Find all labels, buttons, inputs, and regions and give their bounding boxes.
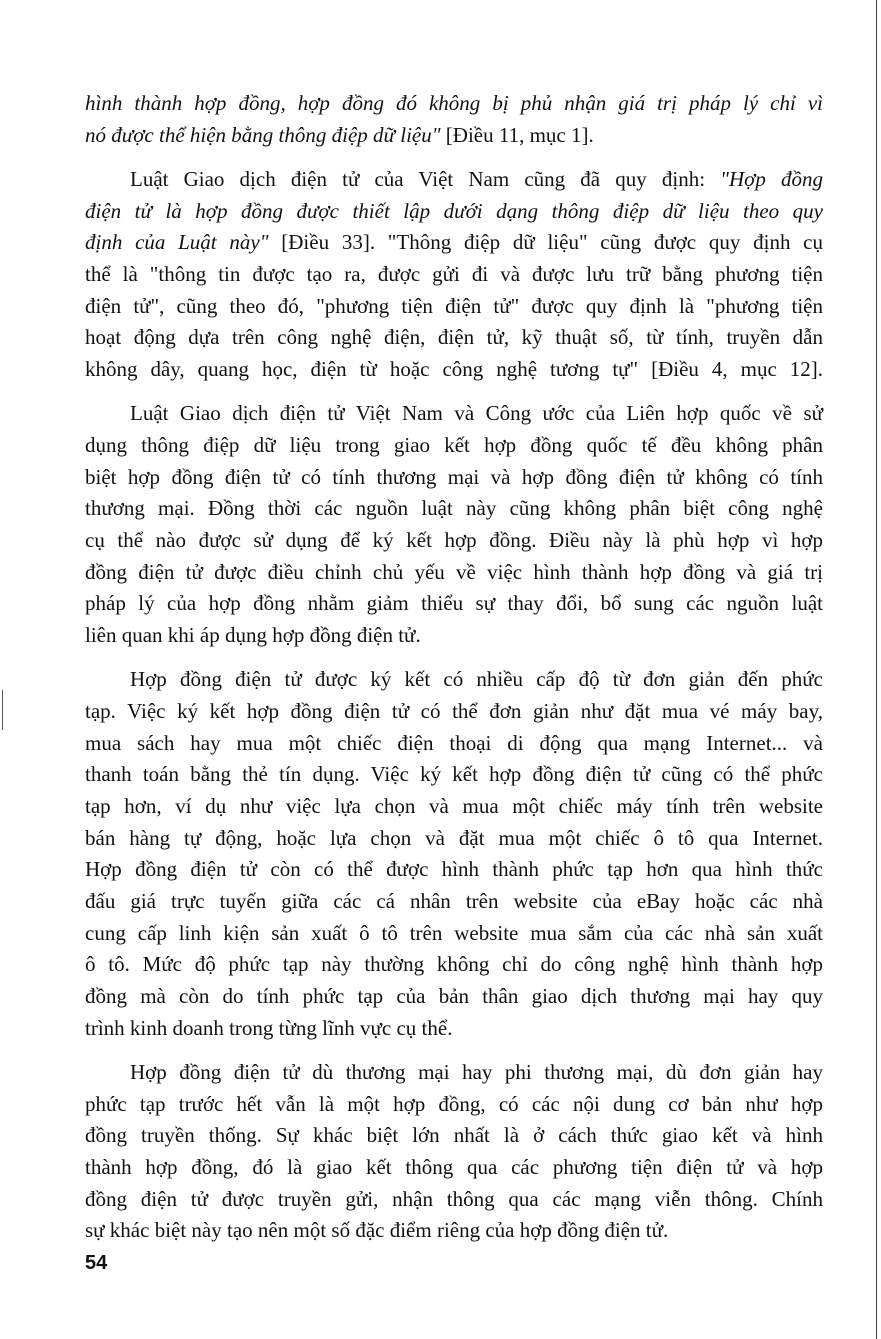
body-text: bán hàng tự động, hoặc lựa chọn và đặt mua một chiếc ô tô qua Internet. (85, 825, 823, 850)
italic-quote-text: "Hợp đồng (720, 166, 823, 191)
paragraph (85, 164, 823, 386)
text-line (85, 1215, 823, 1247)
body-text: điện tử", cũng theo đó, "phương tiện điện tử" được quy định là "phương tiện (85, 293, 823, 318)
italic-quote-text: nó được thể hiện bằng thông điệp dữ liệu" (85, 122, 441, 147)
body-text: ô tô. Mức độ phức tạp này thường không chỉ do công nghệ hình thành hợp (85, 952, 823, 977)
body-text: trình kinh doanh trong từng lĩnh vực cụ thể. (85, 1015, 453, 1040)
body-text: hoạt động dựa trên công nghệ điện, điện tử, kỹ thuật số, từ tính, truyền dẫn (85, 325, 823, 350)
text-line (85, 981, 823, 1013)
body-text: dụng thông điệp dữ liệu trong giao kết hợp đồng quốc tế đều không phân (85, 432, 823, 457)
body-text: thành hợp đồng, đó là giao kết thông qua các phương tiện điện tử và hợp (85, 1155, 823, 1179)
text-line (85, 120, 823, 152)
body-text: phức tạp trước hết vẫn là một hợp đồng, có các nội dung cơ bản như hợp (85, 1091, 823, 1116)
text-line (85, 823, 823, 855)
text-line (85, 918, 823, 950)
text-line (85, 430, 823, 462)
paragraph (85, 664, 823, 1044)
text-line (85, 525, 823, 557)
scan-mark (2, 690, 3, 730)
text-line (85, 227, 823, 259)
text-line (85, 259, 823, 291)
text-line (85, 164, 823, 196)
text-line (85, 696, 823, 728)
text-line (85, 949, 823, 981)
text-line (85, 1120, 823, 1152)
paragraph (85, 88, 823, 151)
body-text: sự khác biệt này tạo nên một số đặc điểm riêng của hợp đồng điện tử. (85, 1218, 669, 1243)
body-text: Luật Giao dịch điện tử Việt Nam và Công ước của Liên hợp quốc về sử (130, 401, 823, 426)
text-line (85, 854, 823, 886)
text-line (85, 664, 823, 696)
body-text: Hợp đồng điện tử còn có thể được hình thành phức tạp hơn qua hình thức (85, 857, 823, 882)
body-text: đồng mà còn do tính phức tạp của bản thân giao dịch thương mại hay quy (85, 984, 823, 1009)
text-line (85, 620, 823, 652)
body-text: đồng truyền thống. Sự khác biệt lớn nhất là ở cách thức giao kết và hình (85, 1123, 823, 1148)
body-text: đấu giá trực tuyến giữa các cá nhân trên website của eBay hoặc các nhà (85, 889, 823, 913)
scan-edge-line (876, 0, 877, 1339)
body-text: tạp hơn, ví dụ như việc lựa chọn và mua một chiếc máy tính trên website (85, 793, 823, 818)
text-line (85, 1089, 823, 1121)
text-line (85, 322, 823, 354)
text-line (85, 588, 823, 620)
page-number: 54 (85, 1252, 108, 1274)
text-line (85, 1057, 823, 1089)
text-line (85, 1184, 823, 1216)
text-line (85, 354, 823, 386)
paragraph (85, 1057, 823, 1247)
body-text: tạp. Việc ký kết hợp đồng điện tử có thể đơn giản như đặt mua vé máy bay, (85, 698, 823, 723)
body-text: Hợp đồng điện tử được ký kết có nhiều cấp độ từ đơn giản đến phức (130, 667, 823, 692)
text-line (85, 791, 823, 823)
body-text: Hợp đồng điện tử dù thương mại hay phi thương mại, dù đơn giản hay (130, 1059, 823, 1084)
body-text: cụ thể nào được sử dụng để ký kết hợp đồng. Điều này là phù hợp vì hợp (85, 527, 823, 552)
italic-quote-text: điện tử là hợp đồng được thiết lập dưới dạng thông điệp dữ liệu theo quy (85, 198, 823, 223)
body-text: liên quan khi áp dụng hợp đồng điện tử. (85, 623, 421, 647)
body-text: không dây, quang học, điện từ hoặc công nghệ tương tự" [Điều 4, mục 12]. (85, 357, 823, 381)
text-line (85, 196, 823, 228)
text-line (85, 759, 823, 791)
text-line (85, 557, 823, 589)
body-text: thanh toán bằng thẻ tín dụng. Việc ký kết hợp đồng điện tử cũng có thể phức (85, 762, 823, 787)
italic-quote-text: hình thành hợp đồng, hợp đồng đó không bị phủ nhận giá trị pháp lý chỉ vì (85, 91, 823, 115)
text-line (85, 1013, 823, 1045)
body-text: biệt hợp đồng điện tử có tính thương mại và hợp đồng điện tử không có tính (85, 464, 823, 489)
paragraph (85, 398, 823, 652)
text-line (85, 462, 823, 494)
body-text: đồng điện tử được điều chỉnh chủ yếu về việc hình thành hợp đồng và giá trị (85, 559, 823, 584)
body-text: Luật Giao dịch điện tử của Việt Nam cũng đã quy định: (130, 166, 721, 191)
page-body (85, 88, 823, 1260)
text-line (85, 88, 823, 120)
body-text: đồng điện tử được truyền gửi, nhận thông qua các mạng viễn thông. Chính (85, 1186, 823, 1211)
text-line (85, 1152, 823, 1184)
body-text: pháp lý của hợp đồng nhằm giảm thiểu sự thay đổi, bổ sung các nguồn luật (85, 591, 823, 616)
body-text: [Điều 33]. "Thông điệp dữ liệu" cũng được quy định cụ (268, 230, 823, 255)
body-text: [Điều 11, mục 1]. (440, 122, 594, 147)
text-line (85, 493, 823, 525)
text-line (85, 291, 823, 323)
italic-quote-text: định của Luật này" (85, 230, 269, 255)
text-line (85, 398, 823, 430)
text-line (85, 886, 823, 918)
body-text: thể là "thông tin được tạo ra, được gửi đi và được lưu trữ bằng phương tiện (85, 261, 823, 286)
body-text: mua sách hay mua một chiếc điện thoại di động qua mạng Internet... và (85, 730, 823, 755)
body-text: cung cấp linh kiện sản xuất ô tô trên website mua sắm của các nhà sản xuất (85, 920, 823, 945)
body-text: thương mại. Đồng thời các nguồn luật này cũng không phân biệt công nghệ (85, 496, 823, 521)
text-line (85, 728, 823, 760)
